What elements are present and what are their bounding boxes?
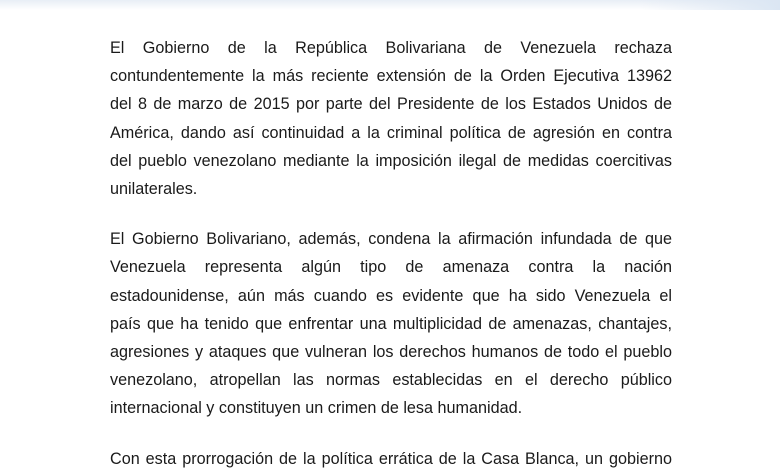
text-line: internacional y constituyen un crimen de lesa humanidad. [110,399,523,418]
text-line: Venezuela representa algún tipo de amenaza contra la nación [110,258,672,277]
text-line: unilaterales. [110,180,198,199]
text-line: El Gobierno de la República Bolivariana de Venezuela rechaza [110,39,672,57]
document-body [110,34,672,470]
paragraph-3 [110,445,672,470]
text-line: contundentemente la más reciente extensión de la Orden Ejecutiva 13962 [110,67,672,86]
text-line: América, dando así continuidad a la criminal política de agresión en contra [110,123,672,142]
text-line: Con esta prorrogación de la política errática de la Casa Blanca, un gobierno [110,449,672,468]
text-line: venezolano, atropellan las normas establecidas en el derecho público [110,371,672,390]
paragraph-1 [110,34,672,203]
paragraph-2 [110,225,672,422]
text-line: país que ha tenido que enfrentar una multiplicidad de amenazas, chantajes, [110,314,672,333]
text-line: agresiones y ataques que vulneran los derechos humanos de todo el pueblo [110,343,672,362]
text-line: del 8 de marzo de 2015 por parte del Presidente de los Estados Unidos de [110,95,672,114]
text-line: estadounidense, aún más cuando es evidente que ha sido Venezuela el [110,286,672,305]
text-line: El Gobierno Bolivariano, además, condena la afirmación infundada de que [110,230,672,249]
header-band-accent [640,0,780,10]
text-line: del pueblo venezolano mediante la imposición ilegal de medidas coercitivas [110,151,672,170]
